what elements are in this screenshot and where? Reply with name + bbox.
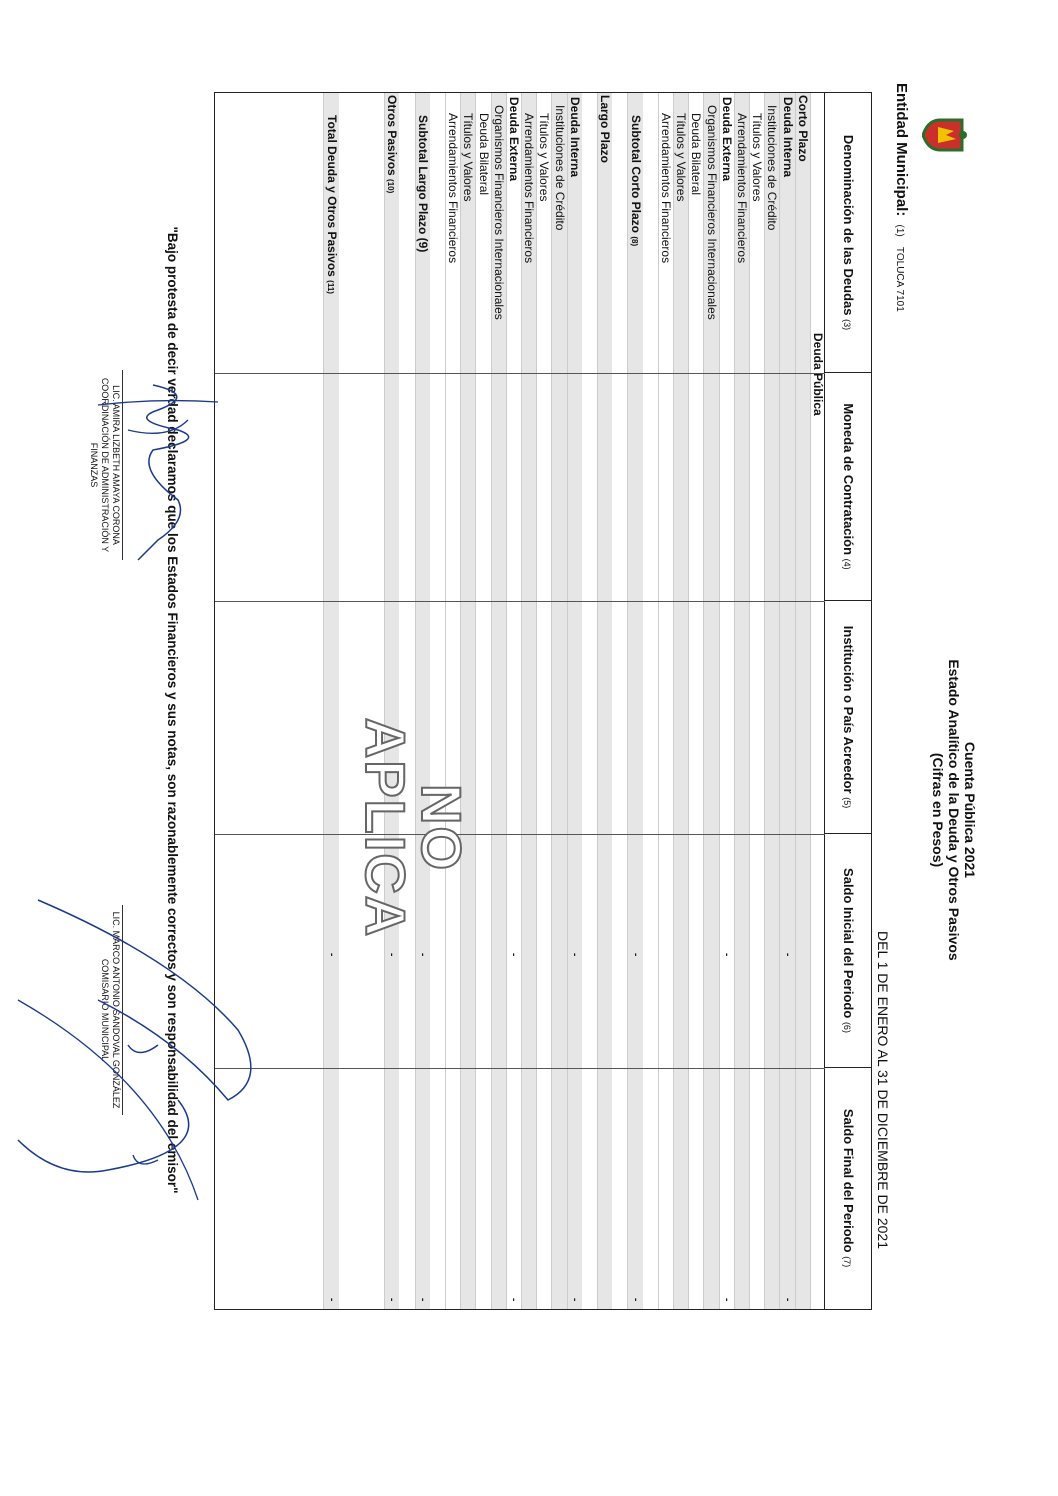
row-label: Organismos Financieros Internacionales: [491, 105, 506, 320]
row-label: Arrendamientos Financieros: [659, 113, 673, 264]
table-row: [323, 93, 338, 1309]
value-cell: -: [386, 1298, 398, 1302]
value-cell: -: [568, 953, 580, 957]
signature-line: [122, 370, 123, 560]
row-ref: (11): [325, 280, 335, 294]
signature-block-1: [88, 370, 123, 560]
entity-ref: (1): [894, 224, 905, 237]
stamp-line-1: NO: [410, 784, 473, 872]
debt-table: [214, 92, 872, 1310]
row-label: Arrendamientos Financieros: [522, 113, 537, 264]
table-row: [627, 93, 642, 1309]
row-label: Deuda Interna: [567, 97, 582, 178]
table-row: [536, 93, 551, 1309]
value-cell: -: [629, 1298, 641, 1302]
column-divider: [215, 601, 825, 602]
table-row: [567, 93, 582, 1309]
signatory-title: COORDINACIÓN DE ADMINISTRACIÓN Y FINANZAS: [89, 377, 110, 553]
report-title-line-1: Cuenta Pública 2021: [962, 741, 978, 879]
column-header-denomination: Denominación de las Deudas (3): [825, 93, 871, 373]
table-row: [597, 93, 612, 1309]
column-divider: [215, 1068, 825, 1069]
column-header-currency: Moneda de Contratación (4): [825, 373, 871, 601]
column-divider: [215, 373, 825, 374]
column-divider: [215, 834, 825, 835]
table-row: [734, 93, 749, 1309]
entity-line: [893, 83, 910, 312]
value-cell: -: [325, 1298, 337, 1302]
table-row: [551, 93, 566, 1309]
row-label: Arrendamientos Financieros: [446, 113, 461, 264]
table-row: [673, 93, 688, 1309]
report-title-line-2: Estado Analítico de la Deuda y Otros Pasivos: [946, 659, 962, 961]
table-row: [749, 93, 764, 1309]
table-row: [506, 93, 521, 1309]
row-ref: (8): [629, 236, 639, 247]
table-row: [764, 93, 779, 1309]
row-label: Títulos y Valores: [461, 113, 476, 202]
signatory-name: LIC. MARCO ANTONIO SANDOVAL GONZÁLEZ: [111, 911, 121, 1109]
municipal-coat-of-arms-icon: [922, 117, 968, 153]
entity-code: TOLUCA 7101: [894, 246, 905, 312]
table-row: [658, 93, 673, 1309]
table-header: [824, 93, 871, 1309]
table-row: [810, 93, 825, 1309]
row-label: Deuda Externa: [507, 97, 521, 182]
report-period: DEL 1 DE ENERO AL 31 DE DICIEMBRE DE 2021: [875, 931, 891, 1249]
declaration-statement: "Bajo protesta de decir verdad declaramos que los Estados Financieros y sus notas, son razonablemente correctos y son responsabilidad del emisor": [165, 226, 180, 1194]
value-cell: -: [386, 953, 398, 957]
row-label: Títulos y Valores: [674, 113, 689, 202]
signature-block-2: [99, 905, 123, 1115]
table-row: [475, 93, 490, 1309]
row-label: Instituciones de Crédito: [765, 105, 780, 231]
row-label: Organismos Financieros Internacionales: [704, 105, 719, 320]
table-row: [491, 93, 506, 1309]
stamp-line-2: APLICA: [354, 717, 417, 939]
signature-line: [122, 905, 123, 1115]
row-label: Títulos y Valores: [537, 113, 552, 202]
entity-label: Entidad Municipal:: [893, 83, 910, 217]
row-label: Otros Pasivos (10): [385, 95, 400, 194]
value-cell: -: [416, 1298, 428, 1302]
row-label: Total Deuda y Otros Pasivos (11): [324, 115, 339, 294]
table-row: [719, 93, 734, 1309]
column-header-initial-balance: Saldo Inicial del Periodo (6): [825, 834, 871, 1068]
value-cell: -: [781, 1298, 793, 1302]
row-label: Deuda Bilateral: [689, 113, 704, 196]
value-cell: -: [720, 1298, 732, 1302]
value-cell: -: [781, 953, 793, 957]
value-cell: -: [325, 953, 337, 957]
signatory-name: LIC. AMIRA LIZBETH AMAYA CORONA: [111, 385, 121, 545]
column-header-final-balance: Saldo Final del Periodo (7): [841, 1108, 856, 1268]
row-ref: (10): [386, 179, 396, 194]
table-row: [688, 93, 703, 1309]
report-title-line-3: (Cifras en Pesos): [930, 752, 946, 868]
signatory-title: COMISARIO MUNICIPAL: [100, 958, 110, 1062]
value-cell: -: [416, 953, 428, 957]
row-label: Corto Plazo: [795, 95, 810, 162]
row-label: Deuda Interna: [780, 97, 795, 178]
value-cell: -: [720, 953, 732, 957]
row-label: Títulos y Valores: [750, 113, 765, 202]
row-label: Deuda Bilateral: [476, 113, 491, 196]
value-cell: -: [568, 1298, 580, 1302]
value-cell: -: [508, 953, 519, 957]
table-row: [703, 93, 718, 1309]
table-row: [795, 93, 810, 1309]
no-aplica-stamp: [354, 678, 473, 978]
row-label: Subtotal Largo Plazo (9): [415, 115, 430, 253]
row-label: Arrendamientos Financieros: [735, 113, 749, 264]
table-row: [779, 93, 794, 1309]
table-row: [521, 93, 536, 1309]
row-label: Instituciones de Crédito: [552, 105, 567, 231]
column-header-creditor: Institución o País Acreedor (5): [825, 601, 871, 834]
row-label: Subtotal Corto Plazo (8): [628, 115, 643, 247]
row-label: Deuda Pública: [811, 333, 825, 416]
value-cell: -: [508, 1298, 519, 1302]
row-label: Deuda Externa: [719, 97, 734, 182]
row-label: Largo Plazo: [598, 95, 613, 164]
value-cell: -: [629, 953, 641, 957]
